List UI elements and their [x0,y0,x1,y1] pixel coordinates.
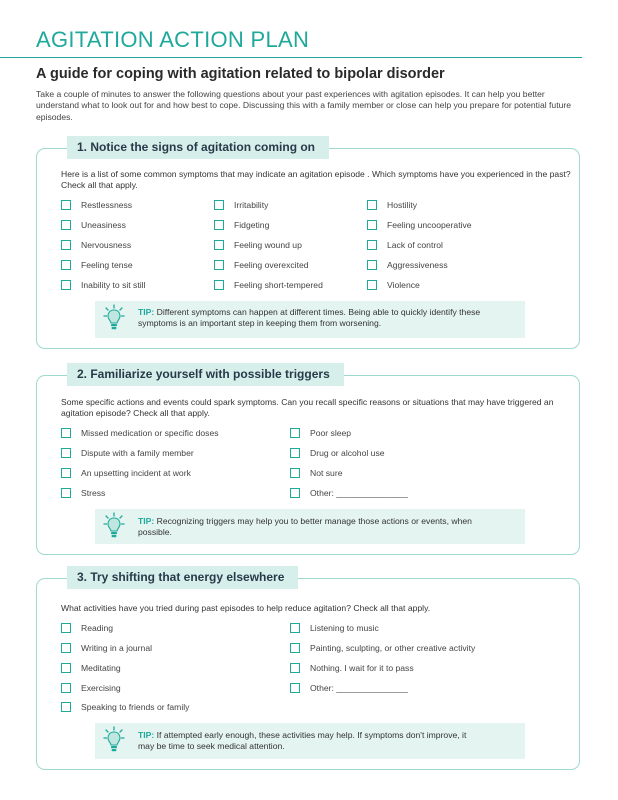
title-divider [0,57,582,58]
checkbox[interactable] [61,683,71,693]
checkbox-item[interactable] [61,662,121,674]
tip-text [138,730,483,752]
checkbox[interactable] [214,280,224,290]
checkbox-item[interactable] [367,219,472,231]
checkbox-label: Inability to sit still [81,280,146,290]
checkbox[interactable] [61,468,71,478]
tip-label: TIP: [138,516,155,526]
checkbox-item[interactable] [61,279,145,291]
section-description: Some specific actions and events could spark symptoms. Can you recall specific reasons or situations that may have triggered an agitation episode? Check all that apply. [61,397,554,418]
checkbox-label: Reading [81,623,114,633]
checkbox-label: Painting, sculpting, or other creative activity [310,643,476,653]
checkbox[interactable] [367,280,377,290]
checkbox-label: Hostility [387,200,418,210]
checkbox-label: Irritability [234,200,269,210]
checkbox[interactable] [61,280,71,290]
checkbox-item[interactable] [290,662,414,674]
checkbox-label: Feeling uncooperative [387,220,472,230]
checkbox-item[interactable] [61,239,131,251]
checkbox[interactable] [214,220,224,230]
checkbox-item[interactable] [214,279,323,291]
checkbox-item[interactable] [367,239,443,251]
checkbox[interactable] [290,683,300,693]
page-title: AGITATION ACTION PLAN [36,27,310,52]
section-activities [36,570,580,770]
lightbulb-icon [103,304,125,334]
tip-text [138,307,508,329]
checkbox-label: Nothing. I wait for it to pass [310,663,414,673]
tip-body: Recognizing triggers may help you to better manage those actions or events, when possible. [138,516,472,538]
checkbox[interactable] [61,623,71,633]
checkbox-label: An upsetting incident at work [81,468,191,478]
checkbox[interactable] [61,702,71,712]
checkbox-label: Drug or alcohol use [310,448,385,458]
checkbox-item[interactable] [290,427,351,439]
checkbox-item[interactable] [214,259,309,271]
checkbox[interactable] [61,428,71,438]
checkbox[interactable] [290,428,300,438]
intro-paragraph: Take a couple of minutes to answer the following questions about your past experiences with agitation episodes. It can help you better understand what to look out for and how best to cope. Discussing this with a family member or close can help you prepare for potential future episodes. [36,89,572,122]
checkbox[interactable] [61,240,71,250]
checkbox-label: Feeling tense [81,260,133,270]
checkbox-item[interactable] [61,701,189,713]
tip-body: Different symptoms can happen at different times. Being able to quickly identify these symptoms is an important step in keeping them from worsening. [138,307,481,329]
checkbox-label: Exercising [81,683,121,693]
checkbox-item[interactable] [214,199,268,211]
checkbox-item[interactable] [290,682,408,694]
page-subtitle: A guide for coping with agitation related to bipolar disorder [36,66,445,82]
checkbox[interactable] [61,488,71,498]
checkbox-item[interactable] [61,427,219,439]
checkbox-item[interactable] [290,447,385,459]
checkbox-label: Meditating [81,663,121,673]
lightbulb-icon [103,726,125,756]
tip-box [95,301,525,338]
checkbox[interactable] [290,488,300,498]
checkbox-item[interactable] [61,219,126,231]
checkbox-label: Aggressiveness [387,260,448,270]
checkbox-item[interactable] [61,487,105,499]
section-description: Here is a list of some common symptoms that may indicate an agitation episode . Which symptoms have you experienced in the past? Check all that apply. [61,169,571,190]
checkbox-label: Feeling overexcited [234,260,309,270]
checkbox-item[interactable] [61,467,191,479]
checkbox-label: Poor sleep [310,428,352,438]
checkbox-label: Feeling short-tempered [234,280,323,290]
checkbox-label: Missed medication or specific doses [81,428,219,438]
checkbox[interactable] [367,220,377,230]
checkbox-label: Fidgeting [234,220,270,230]
lightbulb-icon [103,512,125,542]
checkbox-label: Other: _______________ [310,683,408,693]
checkbox-item[interactable] [214,239,302,251]
checkbox-label: Speaking to friends or family [81,702,190,712]
checkbox-item[interactable] [61,682,121,694]
checkbox-label: Stress [81,488,106,498]
checkbox[interactable] [61,200,71,210]
checkbox[interactable] [214,200,224,210]
checkbox-item[interactable] [290,642,475,654]
checkbox[interactable] [290,663,300,673]
checkbox[interactable] [214,240,224,250]
checkbox-item[interactable] [367,259,448,271]
checkbox[interactable] [290,468,300,478]
checkbox-item[interactable] [367,279,420,291]
tip-text [138,516,478,538]
checkbox-label: Nervousness [81,240,132,250]
checkbox-item[interactable] [61,642,152,654]
checkbox-label: Feeling wound up [234,240,302,250]
checkbox-item[interactable] [61,447,194,459]
checkbox-label: Restlessness [81,200,133,210]
checkbox-item[interactable] [61,622,113,634]
section-symptoms [36,140,580,349]
checkbox-item[interactable] [61,199,132,211]
tip-label: TIP: [138,730,155,740]
section-triggers [36,367,580,555]
checkbox-item[interactable] [290,467,342,479]
tip-label: TIP: [138,307,155,317]
section-heading: 2. Familiarize yourself with possible triggers [67,363,344,386]
checkbox[interactable] [290,643,300,653]
checkbox-label: Other: _______________ [310,488,408,498]
checkbox-item[interactable] [367,199,417,211]
checkbox-item[interactable] [61,259,133,271]
checkbox-item[interactable] [290,622,379,634]
section-description: What activities have you tried during past episodes to help reduce agitation? Check all that apply. [61,603,431,613]
checkbox[interactable] [61,643,71,653]
section-heading: 1. Notice the signs of agitation coming on [67,136,329,159]
checkbox-label: Dispute with a family member [81,448,194,458]
checkbox-label: Violence [387,280,420,290]
checkbox-label: Writing in a journal [81,643,153,653]
checkbox-item[interactable] [290,487,408,499]
checkbox-label: Not sure [310,468,343,478]
checkbox-label: Listening to music [310,623,379,633]
section-heading: 3. Try shifting that energy elsewhere [67,566,298,589]
checkbox[interactable] [367,200,377,210]
checkbox[interactable] [61,260,71,270]
checkbox[interactable] [290,623,300,633]
tip-box [95,509,525,544]
checkbox[interactable] [367,260,377,270]
tip-body: If attempted early enough, these activities may help. If symptoms don't improve, it may be time to seek medical attention. [138,730,467,752]
checkbox-label: Lack of control [387,240,443,250]
checkbox-item[interactable] [214,219,269,231]
checkbox[interactable] [214,260,224,270]
tip-box [95,723,525,759]
checkbox[interactable] [61,448,71,458]
checkbox[interactable] [367,240,377,250]
checkbox[interactable] [61,220,71,230]
checkbox[interactable] [290,448,300,458]
checkbox-label: Uneasiness [81,220,126,230]
checkbox[interactable] [61,663,71,673]
